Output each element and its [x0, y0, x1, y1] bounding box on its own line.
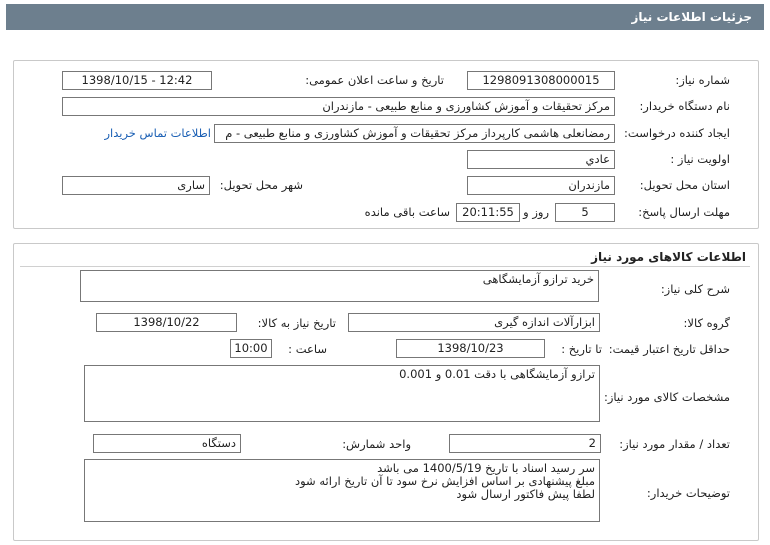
group-label: گروه کالا:	[683, 316, 730, 330]
deadline-days-field[interactable]: 5	[555, 203, 615, 222]
days-text: روز و	[523, 205, 549, 219]
deadline-label: مهلت ارسال پاسخ:	[638, 205, 730, 219]
page-header	[6, 4, 764, 30]
creator-field[interactable]: رمضانعلی هاشمی کارپرداز مرکز تحقیقات و آموزش کشاورزی و منابع طبیعی - م	[214, 124, 615, 143]
validity-time-field[interactable]: 10:00	[230, 339, 272, 358]
until-date-field[interactable]: 1398/10/23	[396, 339, 545, 358]
summary-label: شرح کلی نیاز:	[660, 282, 730, 296]
notes-line: لطفا پیش فاکتور ارسال شود	[456, 487, 595, 501]
specs-label: مشخصات کالای مورد نیاز:	[603, 390, 730, 404]
need-number-field[interactable]: 1298091308000015	[467, 71, 615, 90]
priority-field[interactable]: عادي	[467, 150, 615, 169]
notes-field[interactable]	[84, 459, 600, 522]
province-label: استان محل تحویل:	[639, 178, 730, 192]
summary-field[interactable]	[80, 270, 599, 302]
notes-line: سر رسید اسناد با تاریخ 1400/5/19 می باشد	[377, 461, 595, 475]
unit-label: واحد شمارش:	[342, 437, 411, 451]
need-number-label: شماره نیاز:	[675, 73, 730, 87]
validity-label: حداقل تاریخ اعتبار قیمت:	[608, 342, 730, 356]
time-label: ساعت :	[288, 342, 327, 356]
need-date-label: تاریخ نیاز به کالا:	[257, 316, 336, 330]
unit-field[interactable]: دستگاه	[93, 434, 241, 453]
specs-text: ترازو آزمایشگاهی با دقت 0.01 و 0.001	[399, 367, 595, 381]
qty-field[interactable]: 2	[449, 434, 601, 453]
announce-datetime-field[interactable]: 1398/10/15 - 12:42	[62, 71, 212, 90]
specs-field[interactable]	[84, 365, 600, 422]
city-field[interactable]: ساری	[62, 176, 210, 195]
goods-section-title: اطلاعات کالاهای مورد نیاز	[591, 250, 746, 264]
contact-info-link[interactable]: اطلاعات تماس خریدار	[104, 126, 211, 140]
need-date-field[interactable]: 1398/10/22	[96, 313, 237, 332]
summary-text: خرید ترازو آزمایشگاهی	[482, 272, 594, 286]
group-field[interactable]: ابزارآلات اندازه گیری	[348, 313, 600, 332]
deadline-time-field[interactable]: 20:11:55	[456, 203, 520, 222]
until-date-label: تا تاریخ :	[561, 342, 602, 356]
qty-label: تعداد / مقدار مورد نیاز:	[619, 437, 730, 451]
buyer-field[interactable]: مرکز تحقیقات و آموزش کشاورزی و منابع طبیعی - مازندران	[62, 97, 615, 116]
province-field[interactable]: مازندران	[467, 176, 615, 195]
announce-label: تاریخ و ساعت اعلان عمومی:	[305, 73, 444, 87]
page-title: جزئیات اطلاعات نیاز	[631, 10, 752, 24]
priority-label: اولویت نیاز :	[670, 152, 730, 166]
section-divider	[20, 266, 750, 267]
notes-line: مبلغ پیشنهادی بر اساس افزایش نرخ سود تا آن تاریخ ارائه شود	[294, 474, 595, 488]
creator-label: ایجاد کننده درخواست:	[624, 126, 730, 140]
buyer-label: نام دستگاه خریدار:	[639, 99, 730, 113]
city-label: شهر محل تحویل:	[219, 178, 303, 192]
remaining-text: ساعت باقی مانده	[364, 205, 450, 219]
notes-label: توضیحات خریدار:	[646, 486, 730, 500]
